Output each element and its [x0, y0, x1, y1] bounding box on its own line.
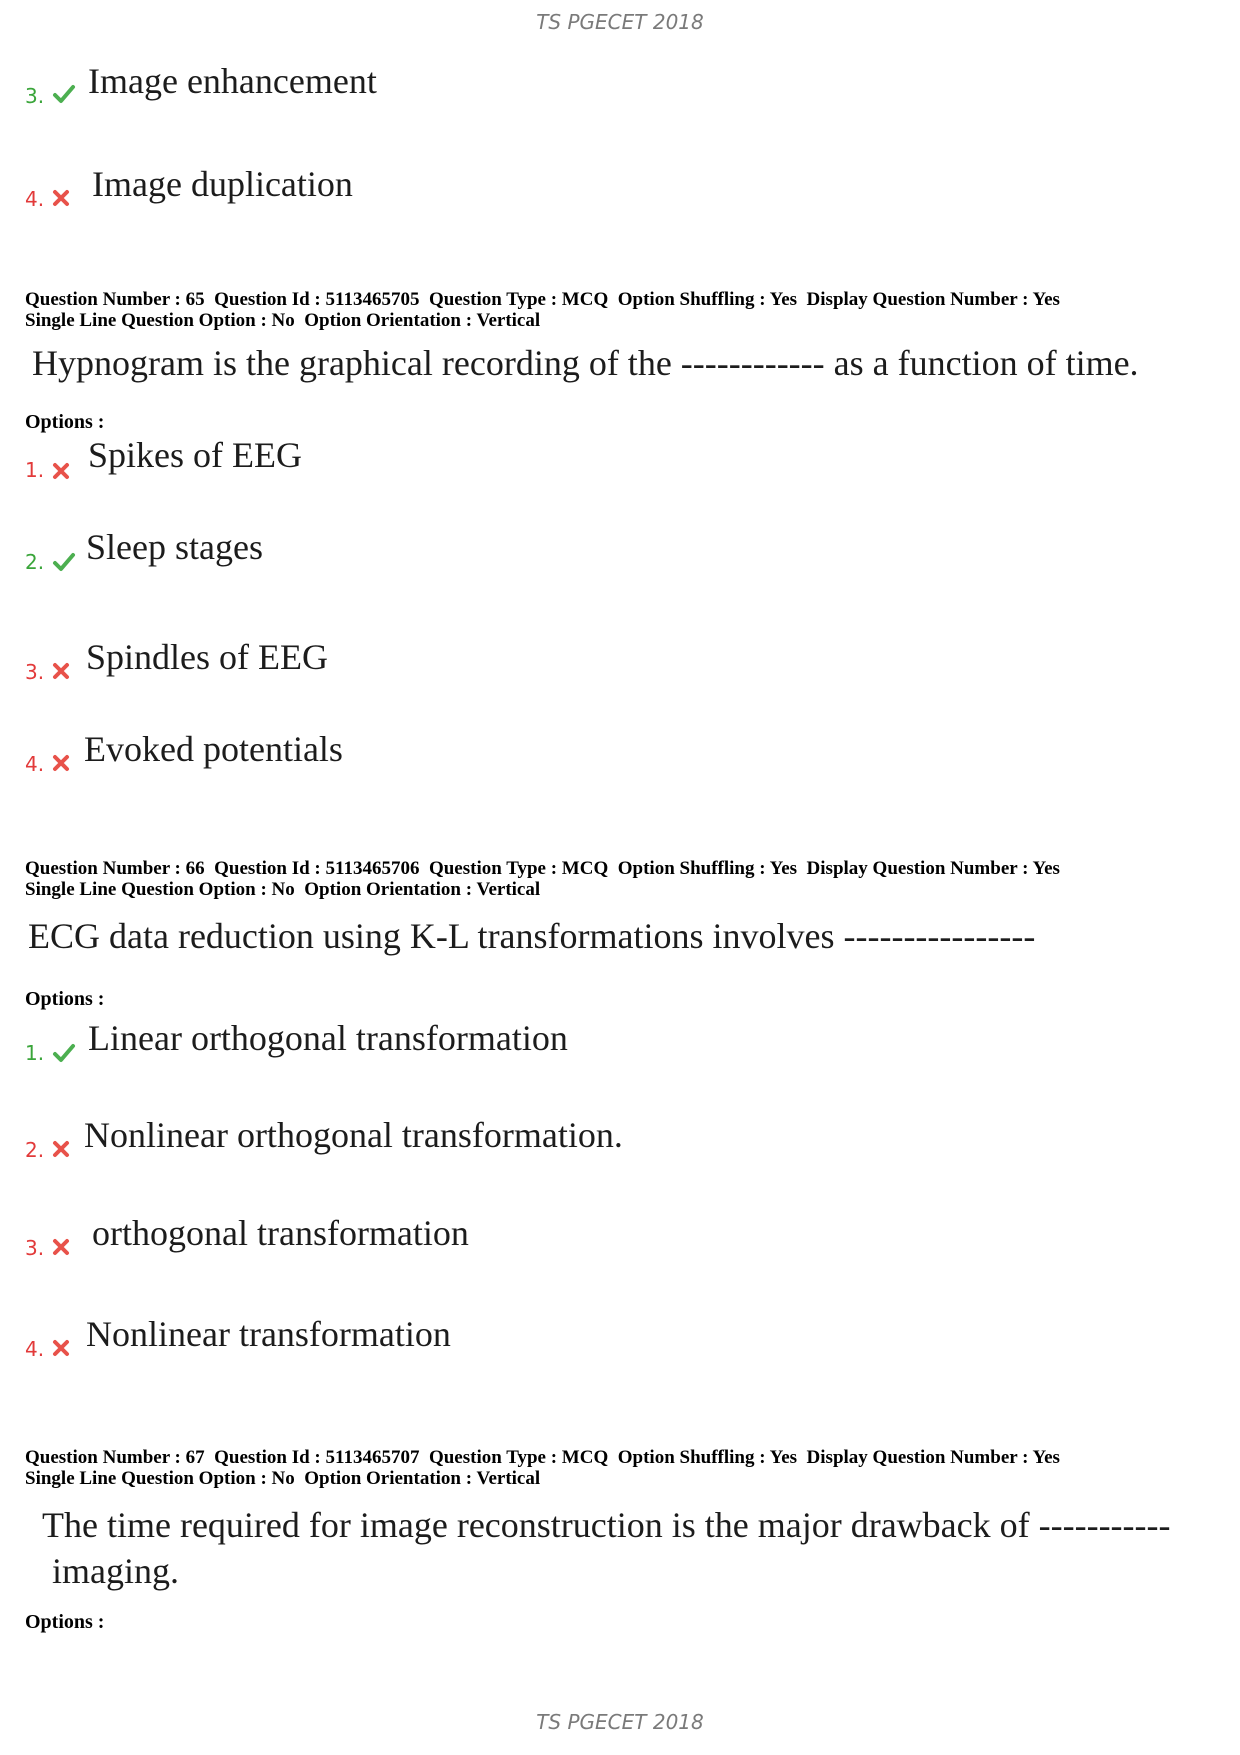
option-row [0, 1313, 700, 1373]
option-row [0, 728, 600, 788]
question-meta-line: Single Line Question Option : No Option Orientation : Vertical [25, 310, 541, 331]
option-text: orthogonal transformation [92, 1213, 469, 1253]
option-text: Nonlinear transformation [86, 1314, 451, 1354]
option-row [0, 1017, 700, 1077]
page-footer: TS PGECET 2018 [536, 1710, 704, 1734]
option-number: 4. [25, 1337, 45, 1361]
question-text-66: ECG data reduction using K-L transformations involves ---------------- [28, 916, 1036, 956]
option-number: 1. [25, 1041, 45, 1065]
cross-icon [52, 1238, 70, 1256]
option-number: 4. [25, 752, 45, 776]
question-text-line: imaging. [52, 1551, 179, 1591]
checkmark-icon [52, 550, 76, 574]
option-number: 3. [25, 660, 45, 684]
cross-icon [52, 754, 70, 772]
options-label: Options : [25, 1611, 105, 1633]
option-text: Sleep stages [86, 527, 263, 567]
option-number: 3. [25, 1236, 45, 1260]
option-text: Linear orthogonal transformation [88, 1018, 568, 1058]
cross-icon [52, 1140, 70, 1158]
option-text: Image enhancement [88, 61, 377, 101]
option-row [0, 434, 600, 494]
question-text-65: Hypnogram is the graphical recording of the ------------ as a function of time. [32, 343, 1139, 383]
question-meta-66 [25, 858, 1225, 900]
option-number: 3. [25, 84, 45, 108]
option-row [0, 526, 600, 586]
cross-icon [52, 462, 70, 480]
checkmark-icon [52, 1041, 76, 1065]
options-label: Options : [25, 411, 105, 433]
option-text: Nonlinear orthogonal transformation. [84, 1115, 623, 1155]
checkmark-icon [52, 82, 76, 106]
option-number: 1. [25, 458, 45, 482]
question-meta-line: Single Line Question Option : No Option Orientation : Vertical [25, 879, 541, 900]
option-number: 2. [25, 550, 45, 574]
option-text: Image duplication [92, 164, 353, 204]
cross-icon [52, 1339, 70, 1357]
question-meta-line: Single Line Question Option : No Option Orientation : Vertical [25, 1468, 541, 1489]
cross-icon [52, 189, 70, 207]
options-label: Options : [25, 988, 105, 1010]
question-meta-line: Question Number : 66 Question Id : 5113465706 Question Type : MCQ Option Shuffling : Yes Display Question Number : Yes [25, 858, 1060, 879]
question-meta-65 [25, 289, 1225, 331]
option-row [0, 60, 600, 120]
question-text-line: The time required for image reconstruction is the major drawback of ----------- [42, 1505, 1171, 1545]
option-text: Spindles of EEG [86, 637, 328, 677]
option-row [0, 636, 600, 696]
question-meta-67 [25, 1447, 1225, 1489]
question-meta-line: Question Number : 67 Question Id : 5113465707 Question Type : MCQ Option Shuffling : Yes Display Question Number : Yes [25, 1447, 1060, 1468]
cross-icon [52, 662, 70, 680]
option-row [0, 1114, 700, 1174]
option-text: Spikes of EEG [88, 435, 302, 475]
option-text: Evoked potentials [84, 729, 343, 769]
question-meta-line: Question Number : 65 Question Id : 5113465705 Question Type : MCQ Option Shuffling : Yes Display Question Number : Yes [25, 289, 1060, 310]
question-text-67 [42, 1502, 1232, 1594]
page-header: TS PGECET 2018 [536, 10, 704, 34]
option-number: 2. [25, 1138, 45, 1162]
option-number: 4. [25, 187, 45, 211]
option-row [0, 1212, 700, 1272]
option-row [0, 163, 600, 223]
